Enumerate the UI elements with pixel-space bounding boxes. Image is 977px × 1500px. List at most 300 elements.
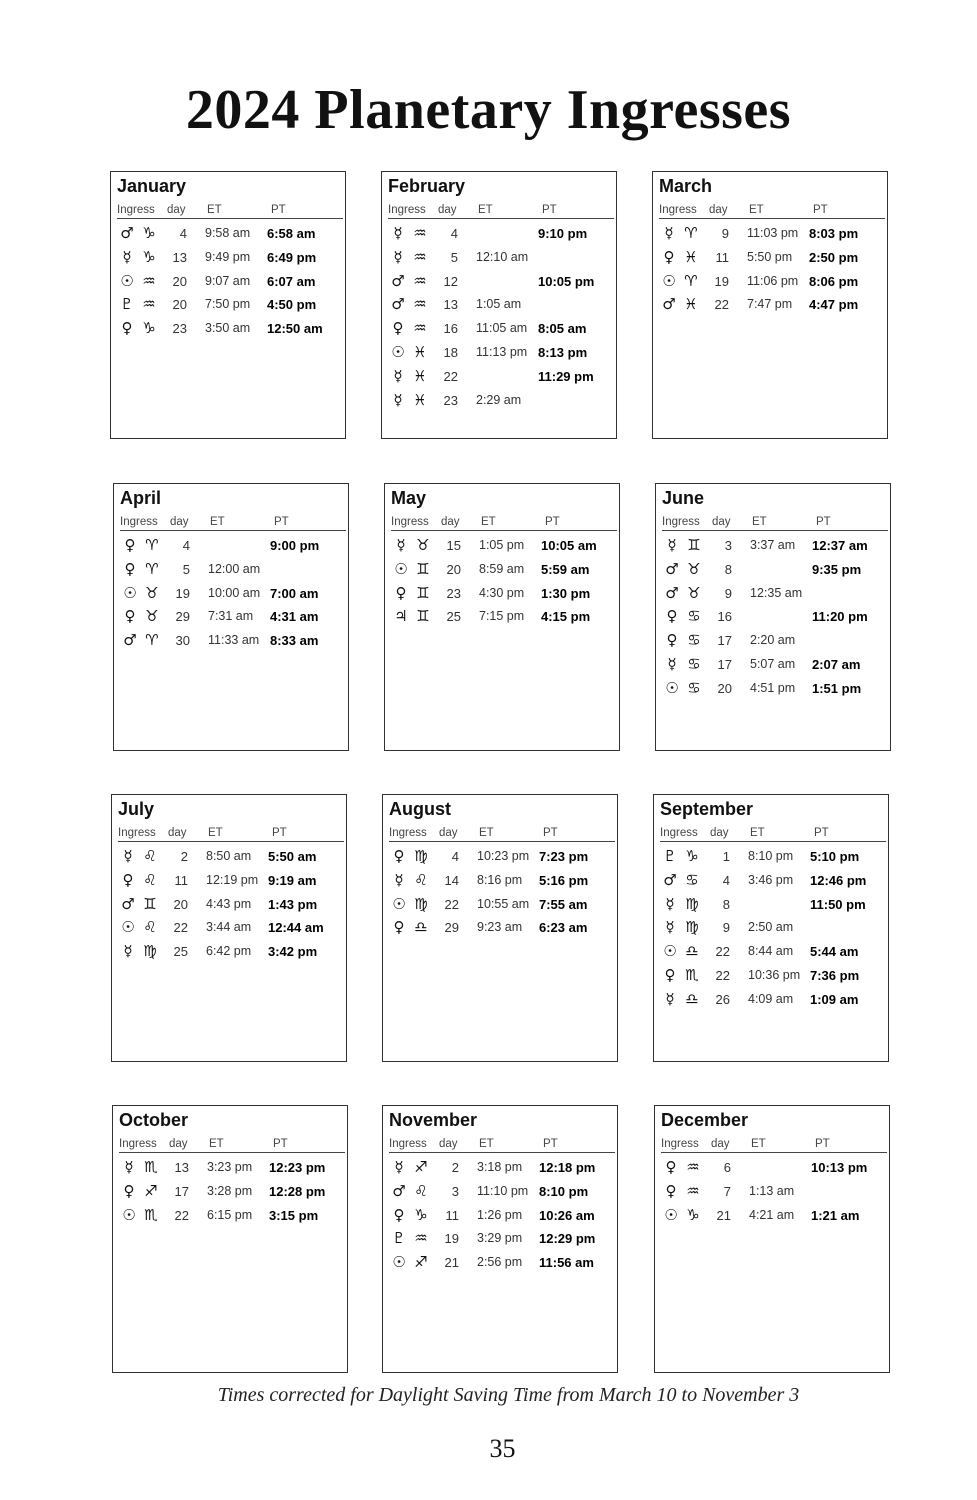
month-box-april <box>113 483 349 751</box>
column-header-ingress: Ingress <box>660 827 698 839</box>
column-header-pt: PT <box>273 1138 288 1150</box>
column-header-ingress: Ingress <box>119 1138 157 1150</box>
sign-glyph: ♏ <box>144 1158 158 1176</box>
time-pt: 5:59 am <box>541 561 590 577</box>
month-name: November <box>389 1110 478 1130</box>
ingress-row <box>662 607 888 631</box>
time-et: 8:59 am <box>479 561 525 576</box>
ingress-row <box>662 679 888 703</box>
planet-glyph: ♂ <box>663 870 677 889</box>
time-pt: 6:07 am <box>267 273 316 289</box>
column-header-et: ET <box>209 1138 224 1150</box>
ingress-day: 11 <box>715 249 729 265</box>
time-et: 4:09 am <box>748 991 794 1006</box>
ingress-row <box>660 847 886 871</box>
planet-glyph: ☿ <box>667 654 677 673</box>
time-et: 7:31 am <box>208 609 254 624</box>
ingress-row <box>388 224 614 248</box>
ingress-row <box>388 343 614 367</box>
time-pt: 3:15 pm <box>269 1207 319 1223</box>
time-pt: 5:44 am <box>810 944 859 960</box>
time-pt: 3:42 pm <box>268 944 318 960</box>
time-et: 9:58 am <box>205 226 251 240</box>
column-header-row <box>662 516 888 531</box>
column-header-ingress: Ingress <box>661 1138 699 1150</box>
time-et: 6:15 pm <box>207 1207 253 1222</box>
planet-glyph: ☿ <box>124 1158 134 1176</box>
time-pt: 6:58 am <box>267 226 316 241</box>
planet-glyph: ☿ <box>393 247 403 266</box>
time-pt: 6:23 am <box>539 920 588 936</box>
column-header-ingress: Ingress <box>391 516 429 528</box>
time-pt: 1:21 am <box>811 1207 860 1223</box>
planet-glyph: ☿ <box>393 224 403 242</box>
sign-glyph: ♒ <box>413 224 427 242</box>
time-et: 3:18 pm <box>477 1160 523 1174</box>
time-et: 11:33 am <box>208 633 260 648</box>
ingress-row <box>388 272 614 296</box>
time-pt: 10:05 am <box>541 538 597 553</box>
column-header-row <box>117 204 343 219</box>
sign-glyph: ♍ <box>143 942 157 961</box>
sign-glyph: ♒ <box>142 271 156 290</box>
time-pt: 11:20 pm <box>812 609 868 625</box>
time-pt: 7:23 pm <box>539 849 589 864</box>
column-header-day: day <box>169 1138 188 1150</box>
ingress-day: 21 <box>716 1207 731 1223</box>
time-et: 3:46 pm <box>748 872 794 887</box>
sign-glyph: ♒ <box>413 271 427 290</box>
sign-glyph: ♌ <box>143 847 157 865</box>
sign-glyph: ♌ <box>143 870 157 889</box>
column-header-row <box>661 1138 887 1153</box>
ingress-list <box>391 536 617 631</box>
sign-glyph: ♋ <box>687 654 701 673</box>
ingress-row <box>389 895 615 919</box>
sign-glyph: ♋ <box>687 678 701 697</box>
ingress-row <box>117 272 343 296</box>
ingress-row <box>660 918 886 942</box>
month-name: July <box>118 799 155 819</box>
ingress-list <box>119 1158 345 1229</box>
time-pt: 7:55 am <box>539 896 588 912</box>
ingress-day: 17 <box>174 1183 189 1199</box>
planet-glyph: ☿ <box>393 390 403 409</box>
time-pt: 11:29 pm <box>538 368 594 384</box>
planet-glyph: ♂ <box>665 559 679 578</box>
column-header-pt: PT <box>272 827 287 839</box>
sign-glyph: ♎ <box>414 918 428 937</box>
sign-glyph: ♒ <box>142 295 156 314</box>
ingress-row <box>117 295 343 319</box>
time-pt: 9:19 am <box>268 872 317 888</box>
planet-glyph: ♀ <box>393 847 405 865</box>
column-header-et: ET <box>749 204 764 216</box>
planet-glyph: ☿ <box>123 942 133 961</box>
time-pt: 11:50 pm <box>810 896 866 912</box>
ingress-row <box>389 1253 615 1277</box>
planet-glyph: ☉ <box>665 678 679 697</box>
sign-glyph: ♈ <box>145 631 159 650</box>
planet-glyph: ☉ <box>662 271 676 290</box>
month-box-february <box>381 171 617 439</box>
month-box-november <box>382 1105 618 1373</box>
column-header-day: day <box>710 827 729 839</box>
time-pt: 5:50 am <box>268 849 317 864</box>
month-box-september <box>653 794 889 1062</box>
column-header-day: day <box>438 204 457 216</box>
column-header-et: ET <box>751 1138 766 1150</box>
sign-glyph: ♊ <box>416 583 430 602</box>
planet-glyph: ♂ <box>123 631 137 650</box>
ingress-day: 12 <box>443 273 458 289</box>
column-header-day: day <box>167 204 186 216</box>
ingress-day: 23 <box>172 321 187 337</box>
ingress-row <box>118 942 344 966</box>
ingress-day: 17 <box>717 633 732 649</box>
ingress-day: 1 <box>722 849 730 864</box>
ingress-row <box>118 847 344 871</box>
time-et: 7:50 pm <box>205 297 251 312</box>
column-header-row <box>389 1138 615 1153</box>
ingress-row <box>389 871 615 895</box>
time-et: 1:05 pm <box>479 538 525 552</box>
ingress-day: 14 <box>444 872 459 888</box>
month-name: April <box>120 488 162 508</box>
sign-glyph: ♐ <box>414 1253 428 1272</box>
sign-glyph: ♑ <box>142 247 156 266</box>
ingress-day: 23 <box>443 392 458 408</box>
ingress-row <box>120 584 346 608</box>
month-box-march <box>652 171 888 439</box>
time-pt: 4:31 am <box>270 609 319 625</box>
planet-glyph: ☉ <box>391 342 405 361</box>
ingress-day: 4 <box>182 538 190 553</box>
time-pt: 8:05 am <box>538 321 587 337</box>
time-pt: 10:05 pm <box>538 273 595 289</box>
planet-glyph: ♀ <box>124 607 136 626</box>
column-header-ingress: Ingress <box>389 1138 427 1150</box>
ingress-row <box>119 1158 345 1182</box>
ingress-row <box>117 224 343 248</box>
planet-glyph: ♀ <box>122 870 134 889</box>
ingress-day: 8 <box>722 896 730 912</box>
time-et: 4:21 am <box>749 1207 795 1222</box>
time-pt: 12:46 pm <box>810 872 867 888</box>
column-header-row <box>389 827 615 842</box>
time-et: 6:42 pm <box>206 944 252 959</box>
sign-glyph: ♒ <box>413 319 427 338</box>
column-header-ingress: Ingress <box>118 827 156 839</box>
ingress-list <box>117 224 343 343</box>
time-et: 4:30 pm <box>479 585 525 600</box>
column-header-row <box>120 516 346 531</box>
ingress-row <box>662 631 888 655</box>
time-et: 8:16 pm <box>477 872 523 887</box>
ingress-row <box>389 1206 615 1230</box>
ingress-day: 20 <box>717 680 732 696</box>
sign-glyph: ♊ <box>416 607 430 626</box>
ingress-row <box>661 1206 887 1230</box>
ingress-list <box>388 224 614 414</box>
planet-glyph: ☿ <box>393 366 403 385</box>
time-et: 12:10 am <box>476 249 529 264</box>
time-pt: 9:35 pm <box>812 561 862 577</box>
ingress-row <box>659 272 885 296</box>
ingress-day: 19 <box>444 1231 459 1247</box>
planet-glyph: ♇ <box>663 847 677 865</box>
sign-glyph: ♒ <box>686 1181 700 1200</box>
planet-glyph: ♀ <box>121 319 133 338</box>
sign-glyph: ♌ <box>414 1181 428 1200</box>
column-header-et: ET <box>478 204 493 216</box>
ingress-day: 22 <box>174 1207 189 1223</box>
time-pt: 12:29 pm <box>539 1231 596 1247</box>
ingress-day: 26 <box>715 991 730 1007</box>
month-name: May <box>391 488 427 508</box>
sign-glyph: ♊ <box>416 559 430 578</box>
time-et: 11:06 pm <box>747 273 799 288</box>
sign-glyph: ♑ <box>142 224 156 242</box>
planet-glyph: ☿ <box>122 247 132 266</box>
planet-glyph: ♀ <box>664 965 676 984</box>
column-header-row <box>391 516 617 531</box>
time-pt: 10:13 pm <box>811 1160 868 1175</box>
month-box-june <box>655 483 891 751</box>
ingress-day: 19 <box>714 273 729 289</box>
time-et: 2:29 am <box>476 392 522 407</box>
column-header-et: ET <box>752 516 767 528</box>
ingress-day: 30 <box>175 633 190 649</box>
ingress-day: 20 <box>446 561 461 577</box>
planet-glyph: ♂ <box>121 894 135 913</box>
time-et: 7:47 pm <box>747 297 793 312</box>
planet-glyph: ☉ <box>120 271 134 290</box>
time-et: 10:55 am <box>477 896 530 911</box>
time-pt: 12:37 am <box>812 538 868 553</box>
planet-glyph: ☉ <box>122 1205 136 1224</box>
planet-glyph: ♀ <box>665 1181 677 1200</box>
ingress-day: 16 <box>717 609 732 625</box>
sign-glyph: ♋ <box>687 607 701 626</box>
ingress-row <box>118 871 344 895</box>
planet-glyph: ♀ <box>665 1158 677 1176</box>
time-et: 12:19 pm <box>206 872 259 887</box>
planet-glyph: ☉ <box>663 942 677 961</box>
ingress-day: 20 <box>172 297 187 313</box>
time-et: 1:13 am <box>749 1183 795 1198</box>
ingress-row <box>662 584 888 608</box>
planet-glyph: ☉ <box>664 1205 678 1224</box>
sign-glyph: ♑ <box>685 847 699 865</box>
time-pt: 12:23 pm <box>269 1160 326 1175</box>
column-header-et: ET <box>750 827 765 839</box>
time-pt: 9:00 pm <box>270 538 320 553</box>
ingress-day: 22 <box>715 967 730 983</box>
planet-glyph: ♀ <box>393 1205 405 1224</box>
ingress-day: 16 <box>443 321 458 337</box>
sign-glyph: ♈ <box>145 559 159 578</box>
column-header-day: day <box>439 827 458 839</box>
planet-glyph: ♂ <box>120 224 134 242</box>
ingress-row <box>389 1158 615 1182</box>
sign-glyph: ♉ <box>687 559 701 578</box>
sign-glyph: ♓ <box>684 247 698 266</box>
time-et: 5:50 pm <box>747 249 793 264</box>
planet-glyph: ♀ <box>124 536 136 554</box>
month-box-august <box>382 794 618 1062</box>
month-name: June <box>662 488 705 508</box>
time-et: 11:05 am <box>476 321 528 336</box>
sign-glyph: ♍ <box>414 894 428 913</box>
ingress-list <box>660 847 886 1014</box>
sign-glyph: ♍ <box>414 847 428 865</box>
ingress-row <box>388 319 614 343</box>
sign-glyph: ♒ <box>413 247 427 266</box>
ingress-day: 5 <box>450 249 458 265</box>
month-box-january <box>110 171 346 439</box>
ingress-day: 20 <box>172 273 187 289</box>
sign-glyph: ♎ <box>685 989 699 1008</box>
sign-glyph: ♏ <box>685 965 699 984</box>
ingress-day: 23 <box>446 585 461 601</box>
time-et: 8:44 am <box>748 944 794 959</box>
column-header-et: ET <box>207 204 222 216</box>
ingress-row <box>120 560 346 584</box>
ingress-day: 22 <box>444 896 459 912</box>
ingress-day: 13 <box>174 1160 189 1175</box>
ingress-day: 4 <box>179 226 187 241</box>
time-et: 10:23 pm <box>477 849 530 863</box>
ingress-list <box>389 1158 615 1277</box>
column-header-ingress: Ingress <box>120 516 158 528</box>
column-header-et: ET <box>208 827 223 839</box>
ingress-row <box>389 1229 615 1253</box>
time-pt: 8:06 pm <box>809 273 859 289</box>
ingress-row <box>661 1182 887 1206</box>
time-pt: 1:09 am <box>810 991 859 1007</box>
ingress-day: 9 <box>722 920 730 936</box>
month-box-december <box>654 1105 890 1373</box>
month-name: September <box>660 799 754 819</box>
time-pt: 1:30 pm <box>541 585 591 601</box>
planet-glyph: ☿ <box>394 870 404 889</box>
column-header-row <box>659 204 885 219</box>
time-et: 7:15 pm <box>479 609 525 624</box>
ingress-day: 25 <box>446 609 461 625</box>
month-name: February <box>388 176 466 196</box>
ingress-row <box>660 895 886 919</box>
time-et: 3:29 pm <box>477 1231 523 1246</box>
ingress-row <box>391 584 617 608</box>
sign-glyph: ♒ <box>686 1158 700 1176</box>
planet-glyph: ♀ <box>393 918 405 937</box>
sign-glyph: ♋ <box>687 631 701 650</box>
ingress-list <box>659 224 885 319</box>
ingress-day: 4 <box>722 872 730 888</box>
planet-glyph: ♀ <box>666 607 678 626</box>
ingress-row <box>662 536 888 560</box>
sign-glyph: ♏ <box>144 1205 158 1224</box>
time-pt: 4:15 pm <box>541 609 591 625</box>
ingress-day: 6 <box>723 1160 731 1175</box>
ingress-day: 4 <box>450 226 458 241</box>
sign-glyph: ♊ <box>143 894 157 913</box>
sign-glyph: ♍ <box>685 918 699 937</box>
ingress-row <box>388 248 614 272</box>
month-name: March <box>659 176 713 196</box>
sign-glyph: ♈ <box>684 271 698 290</box>
time-pt: 4:50 pm <box>267 297 317 313</box>
time-pt: 7:36 pm <box>810 967 860 983</box>
planet-glyph: ♂ <box>392 1181 406 1200</box>
time-et: 10:00 am <box>208 585 261 600</box>
column-header-day: day <box>168 827 187 839</box>
sign-glyph: ♐ <box>414 1158 428 1176</box>
planet-glyph: ☿ <box>394 1158 404 1176</box>
time-et: 8:10 pm <box>748 849 794 863</box>
ingress-row <box>662 560 888 584</box>
column-header-pt: PT <box>816 516 831 528</box>
planet-glyph: ♀ <box>392 319 404 338</box>
month-name: January <box>117 176 187 196</box>
time-pt: 12:28 pm <box>269 1183 326 1199</box>
column-header-pt: PT <box>815 1138 830 1150</box>
column-header-row <box>119 1138 345 1153</box>
time-et: 2:56 pm <box>477 1255 523 1270</box>
ingress-row <box>389 847 615 871</box>
ingress-row <box>389 918 615 942</box>
ingress-row <box>120 536 346 560</box>
sign-glyph: ♉ <box>416 536 430 554</box>
time-pt: 10:26 am <box>539 1207 595 1223</box>
ingress-row <box>119 1206 345 1230</box>
column-header-day: day <box>712 516 731 528</box>
column-header-pt: PT <box>543 1138 558 1150</box>
time-pt: 5:10 pm <box>810 849 860 864</box>
time-pt: 12:44 am <box>268 920 324 936</box>
sign-glyph: ♎ <box>685 942 699 961</box>
ingress-day: 19 <box>175 585 190 601</box>
ingress-row <box>120 631 346 655</box>
time-et: 3:50 am <box>205 321 251 336</box>
sign-glyph: ♉ <box>145 607 159 626</box>
ingress-day: 29 <box>175 609 190 625</box>
ingress-day: 2 <box>180 849 188 864</box>
column-header-row <box>118 827 344 842</box>
column-header-et: ET <box>479 827 494 839</box>
column-header-pt: PT <box>814 827 829 839</box>
ingress-list <box>662 536 888 703</box>
time-et: 3:28 pm <box>207 1183 253 1198</box>
ingress-row <box>659 295 885 319</box>
time-et: 10:36 pm <box>748 967 801 982</box>
column-header-ingress: Ingress <box>117 204 155 216</box>
ingress-row <box>117 248 343 272</box>
planet-glyph: ♃ <box>394 607 408 626</box>
ingress-row <box>660 942 886 966</box>
column-header-pt: PT <box>545 516 560 528</box>
time-et: 11:13 pm <box>476 344 528 359</box>
planet-glyph: ♇ <box>120 295 134 314</box>
column-header-pt: PT <box>813 204 828 216</box>
sign-glyph: ♓ <box>684 295 698 314</box>
column-header-day: day <box>711 1138 730 1150</box>
ingress-row <box>660 871 886 895</box>
planet-glyph: ☿ <box>665 989 675 1008</box>
ingress-row <box>389 1182 615 1206</box>
planet-glyph: ♀ <box>395 583 407 602</box>
